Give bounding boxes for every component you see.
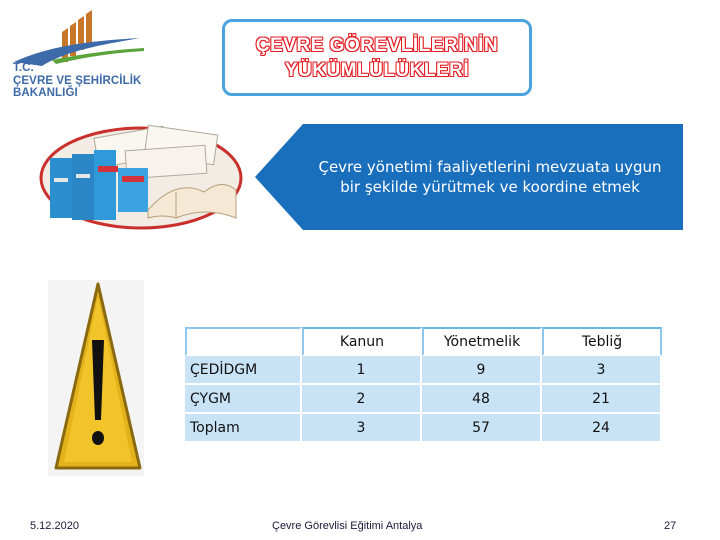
legislation-books-icon: [36, 118, 246, 233]
cell-yonetmelik: 48: [422, 385, 542, 414]
cell-kanun: 3: [302, 414, 422, 443]
cell-teblig: 3: [542, 356, 662, 385]
banner-text: Çevre yönetimi faaliyetlerini mevzuata uygun bir şekilde yürütmek ve koordine etmek: [318, 158, 662, 196]
legislation-table: [185, 327, 662, 443]
table-row: [185, 414, 662, 443]
column-header-kanun: Kanun: [302, 327, 422, 356]
cell-teblig: 24: [542, 414, 662, 443]
row-label: ÇYGM: [185, 385, 302, 414]
page-number: 27: [664, 520, 677, 532]
cell-kanun: 1: [302, 356, 422, 385]
title-box: [222, 19, 532, 96]
logo-line-3: BAKANLIĞI: [13, 87, 78, 99]
cell-yonetmelik: 9: [422, 356, 542, 385]
row-label: Toplam: [185, 414, 302, 443]
column-header-teblig: Tebliğ: [542, 327, 662, 356]
column-header-yonetmelik: Yönetmelik: [422, 327, 542, 356]
footer-caption: Çevre Görevlisi Eğitimi Antalya: [272, 520, 423, 532]
title-line-1: ÇEVRE GÖREVLİLERİNİN: [255, 34, 499, 56]
table-header-row: [185, 327, 662, 356]
logo-line-1: T.C.: [13, 62, 34, 74]
row-label: ÇEDİDGM: [185, 356, 302, 385]
logo-line-2: ÇEVRE VE ŞEHİRCİLİK: [13, 74, 142, 87]
ministry-name: [13, 62, 141, 100]
warning-sign-icon: [48, 280, 144, 476]
page-title: [256, 33, 498, 83]
cell-yonetmelik: 57: [422, 414, 542, 443]
cell-teblig: 21: [542, 385, 662, 414]
footer-date: 5.12.2020: [30, 520, 79, 532]
cell-kanun: 2: [302, 385, 422, 414]
table-row: [185, 385, 662, 414]
table-header-empty: [185, 327, 302, 356]
table-row: [185, 356, 662, 385]
objective-banner: [255, 124, 683, 230]
title-line-2: YÜKÜMLÜLÜKLERİ: [284, 59, 470, 81]
